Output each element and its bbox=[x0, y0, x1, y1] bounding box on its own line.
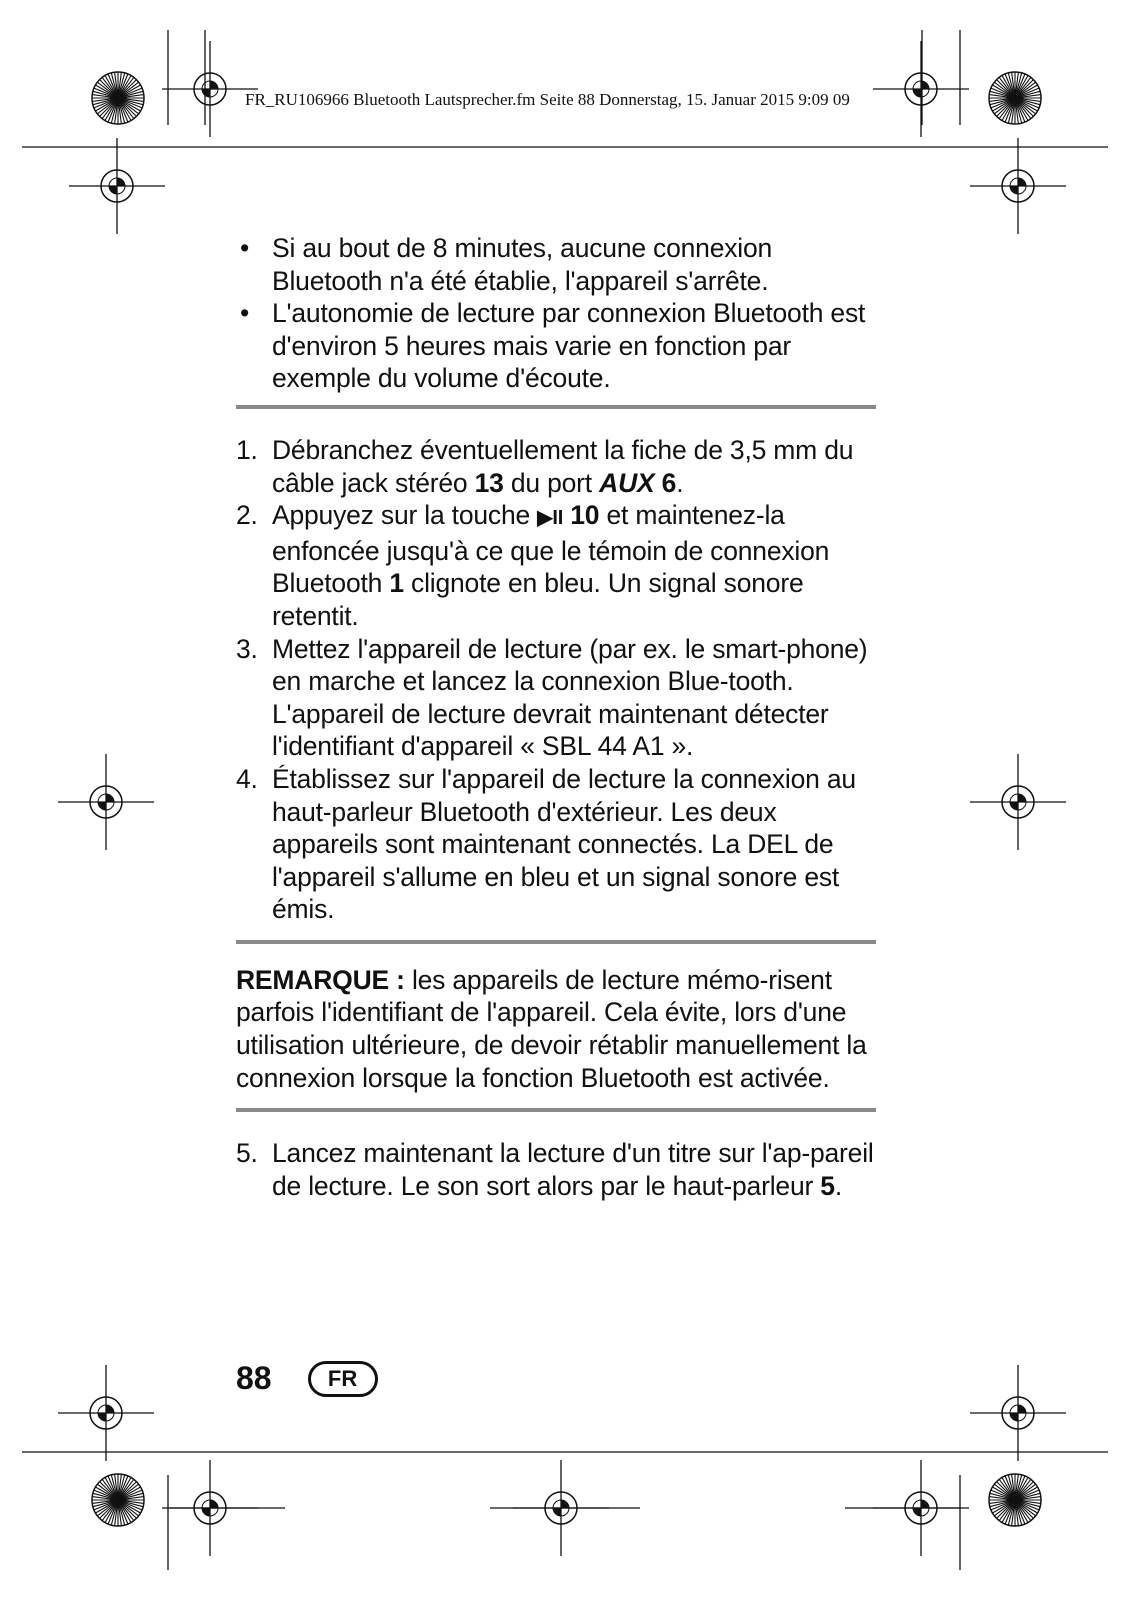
step-1: 1. Débranchez éventuellement la fiche de 3,5 mm du câble jack stéréo 13 du port AUX 6. bbox=[236, 434, 854, 498]
step-4: 4. Établissez sur l'appareil de lecture la connexion au haut-parleur Bluetooth d'extérieur. Les deux appareils sont maintenant connectés. La DEL de l'appareil s'allume en bleu et un signal sonore est émis. bbox=[236, 763, 856, 925]
page-number: 88 bbox=[236, 1360, 272, 1396]
step-5: 5. Lancez maintenant la lecture d'un titre sur l'ap-pareil de lecture. Le son sort alors par le haut-parleur 5. bbox=[236, 1138, 874, 1201]
steps-list bbox=[236, 434, 876, 926]
page-content bbox=[236, 232, 876, 1202]
bullet-icon: • bbox=[240, 298, 250, 329]
steps-list-continued bbox=[236, 1137, 876, 1202]
step-3: 3. Mettez l'appareil de lecture (par ex. le smart-phone) en marche et lancez la connexion Blue-tooth. L'appareil de lecture devrait maintenant détecter l'identifiant d'appareil « SBL 44 A1 ». bbox=[236, 633, 868, 762]
list-item: • L'autonomie de lecture par connexion Bluetooth est d'environ 5 heures mais varie en fonction par exemple du volume d'écoute. bbox=[240, 298, 866, 394]
note-label: REMARQUE : bbox=[236, 964, 405, 995]
print-header-line: FR_RU106966 Bluetooth Lautsprecher.fm Seite 88 Donnerstag, 15. Januar 2015 9:09 09 bbox=[245, 90, 850, 109]
page-footer bbox=[236, 1360, 378, 1397]
bullet-icon: • bbox=[240, 233, 250, 263]
note-paragraph: REMARQUE : les appareils de lecture mémo-risent parfois l'identifiant de l'appareil. Cela évite, lors d'une utilisation ultérieure, de devoir rétablir manuellement la connexion lorsque la fonction Bluetooth est activée. bbox=[236, 964, 867, 1093]
list-item: • Si au bout de 8 minutes, aucune connexion Bluetooth n'a été établie, l'appareil s'arrête. bbox=[240, 233, 773, 296]
step-2: 2. Appuyez sur la touche ▶II 10 et maintenez-la enfoncée jusqu'à ce que le témoin de connexion Bluetooth 1 clignote en bleu. Un signal sonore retentit. bbox=[236, 500, 830, 631]
language-badge: FR bbox=[308, 1361, 378, 1397]
divider bbox=[236, 1108, 876, 1112]
divider bbox=[236, 405, 876, 409]
bullet-list bbox=[236, 232, 876, 395]
play-pause-icon: ▶II bbox=[537, 507, 564, 530]
divider bbox=[236, 940, 876, 944]
